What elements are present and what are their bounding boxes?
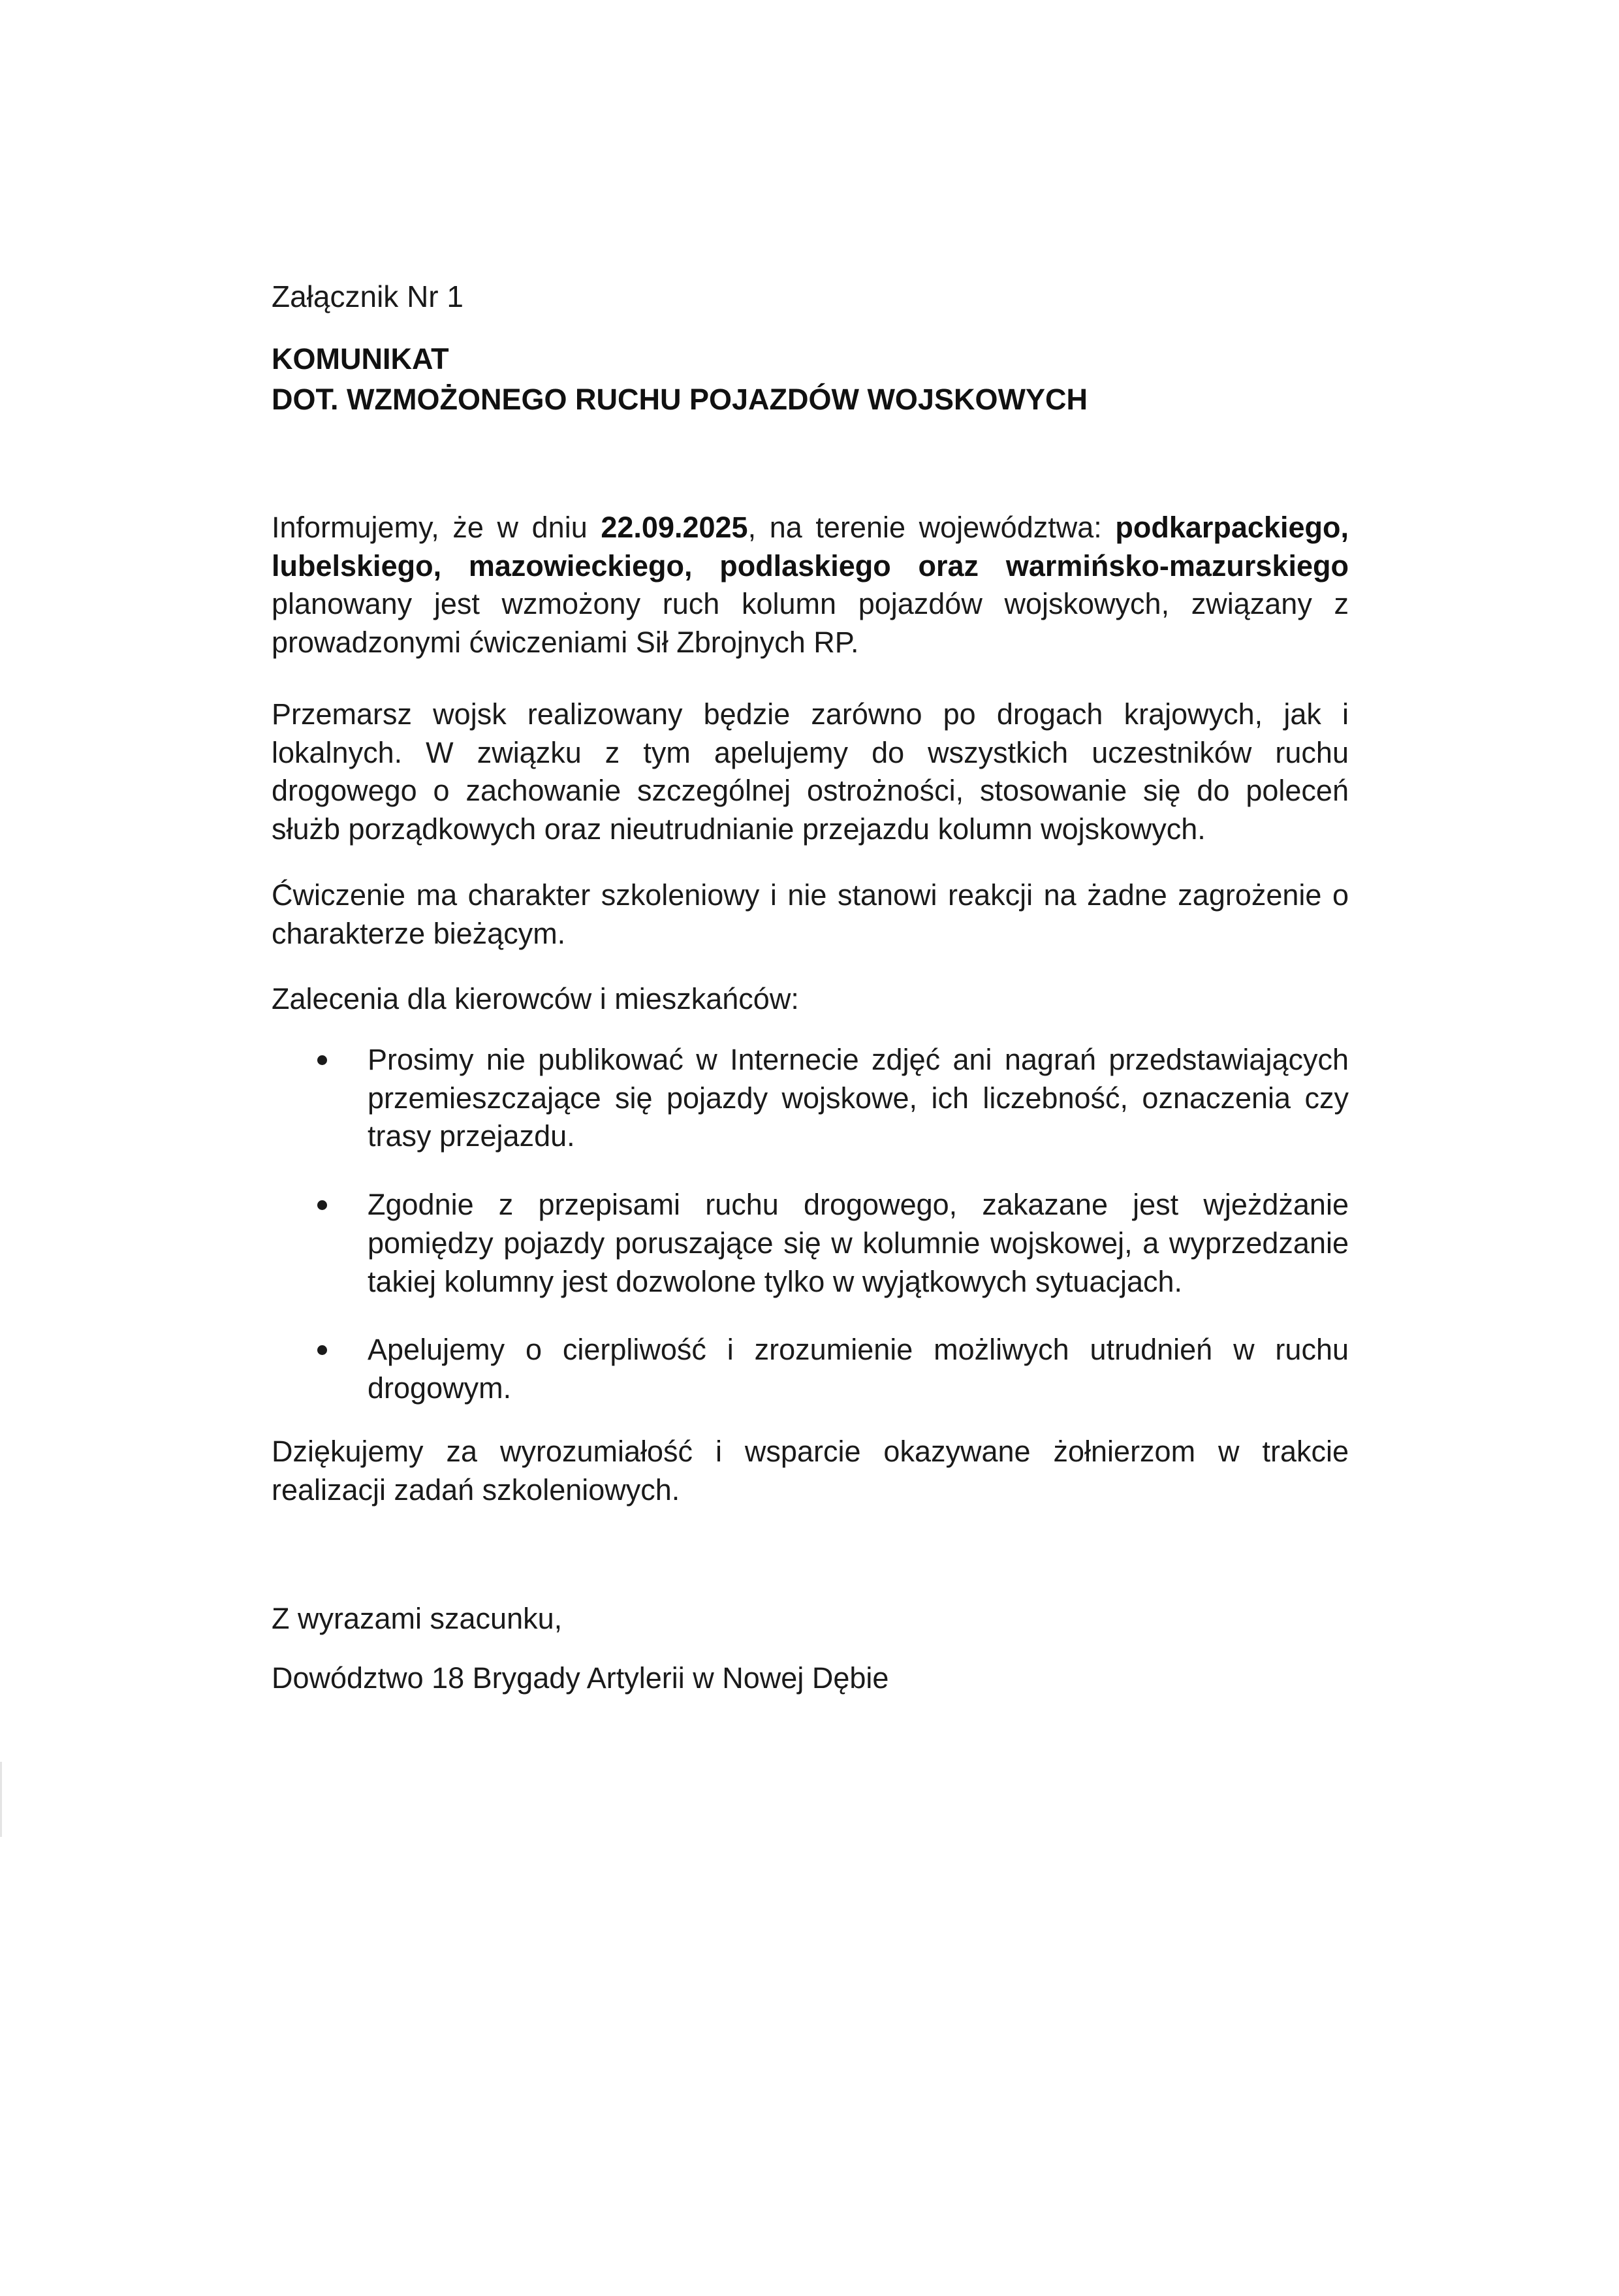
intro-text-3: planowany jest wzmożony ruch kolumn pojazdów wojskowych, związany z prowadzonymi ćwiczeniami Sił Zbrojnych RP. [272,587,1349,660]
recommendations-heading: Zalecenia dla kierowców i mieszkańców: [272,982,799,1015]
document-heading [272,339,1349,420]
intro-text-2: , na terenie województwa: [747,511,1116,544]
event-date: 22.09.2025 [601,511,748,544]
heading-title: KOMUNIKAT [272,342,449,375]
recommendation-text: Apelujemy o cierpliwość i zrozumienie możliwych utrudnień w ruchu drogowym. [368,1333,1349,1405]
signature: Dowództwo 18 Brygady Artylerii w Nowej Dębie [272,1661,889,1695]
bullet-icon [317,1200,327,1210]
recommendation-text: Prosimy nie publikować w Internecie zdjęć ani nagrań przedstawiających przemieszczające się pojazdy wojskowe, ich liczebność, oznaczenia czy trasy przejazdu. [368,1043,1349,1153]
recommendation-item [272,1186,1349,1301]
closing-salutation: Z wyrazami szacunku, [272,1602,563,1635]
bullet-icon [317,1055,327,1065]
recommendation-text: Zgodnie z przepisami ruchu drogowego, zakazane jest wjeżdżanie pomiędzy pojazdy poruszające się w kolumnie wojskowej, a wyprzedzanie takiej kolumny jest dozwolone tylko w wyjątkowych sytuacjach. [368,1188,1349,1298]
scan-edge-artifact [0,1762,2,1837]
attachment-label: Załącznik Nr 1 [272,279,464,313]
exercise-paragraph: Ćwiczenie ma charakter szkoleniowy i nie stanowi reakcji na żadne zagrożenie o charakterze bieżącym. [272,878,1349,950]
bullet-icon [317,1345,327,1355]
recommendation-item [272,1041,1349,1156]
regions-list: podkarpackiego, lubelskiego, mazowieckiego, podlaskiego oraz warmińsko-mazurskiego [272,511,1349,582]
heading-subtitle: DOT. WZMOŻONEGO RUCHU POJAZDÓW WOJSKOWYCH [272,383,1088,416]
recommendations-list [272,1041,1349,1438]
intro-text-1: Informujemy, że w dniu [272,511,601,544]
thanks-paragraph: Dziękujemy za wyrozumiałość i wsparcie okazywane żołnierzom w trakcie realizacji zadań szkoleniowych. [272,1435,1349,1507]
march-paragraph: Przemarsz wojsk realizowany będzie zarówno po drogach krajowych, jak i lokalnych. W związku z tym apelujemy do wszystkich uczestników ruchu drogowego o zachowanie szczególnej ostrożności, stosowanie się do poleceń służb porządkowych oraz nieutrudnianie przejazdu kolumn wojskowych. [272,697,1349,846]
recommendation-item [272,1331,1349,1407]
intro-paragraph [272,509,1349,662]
